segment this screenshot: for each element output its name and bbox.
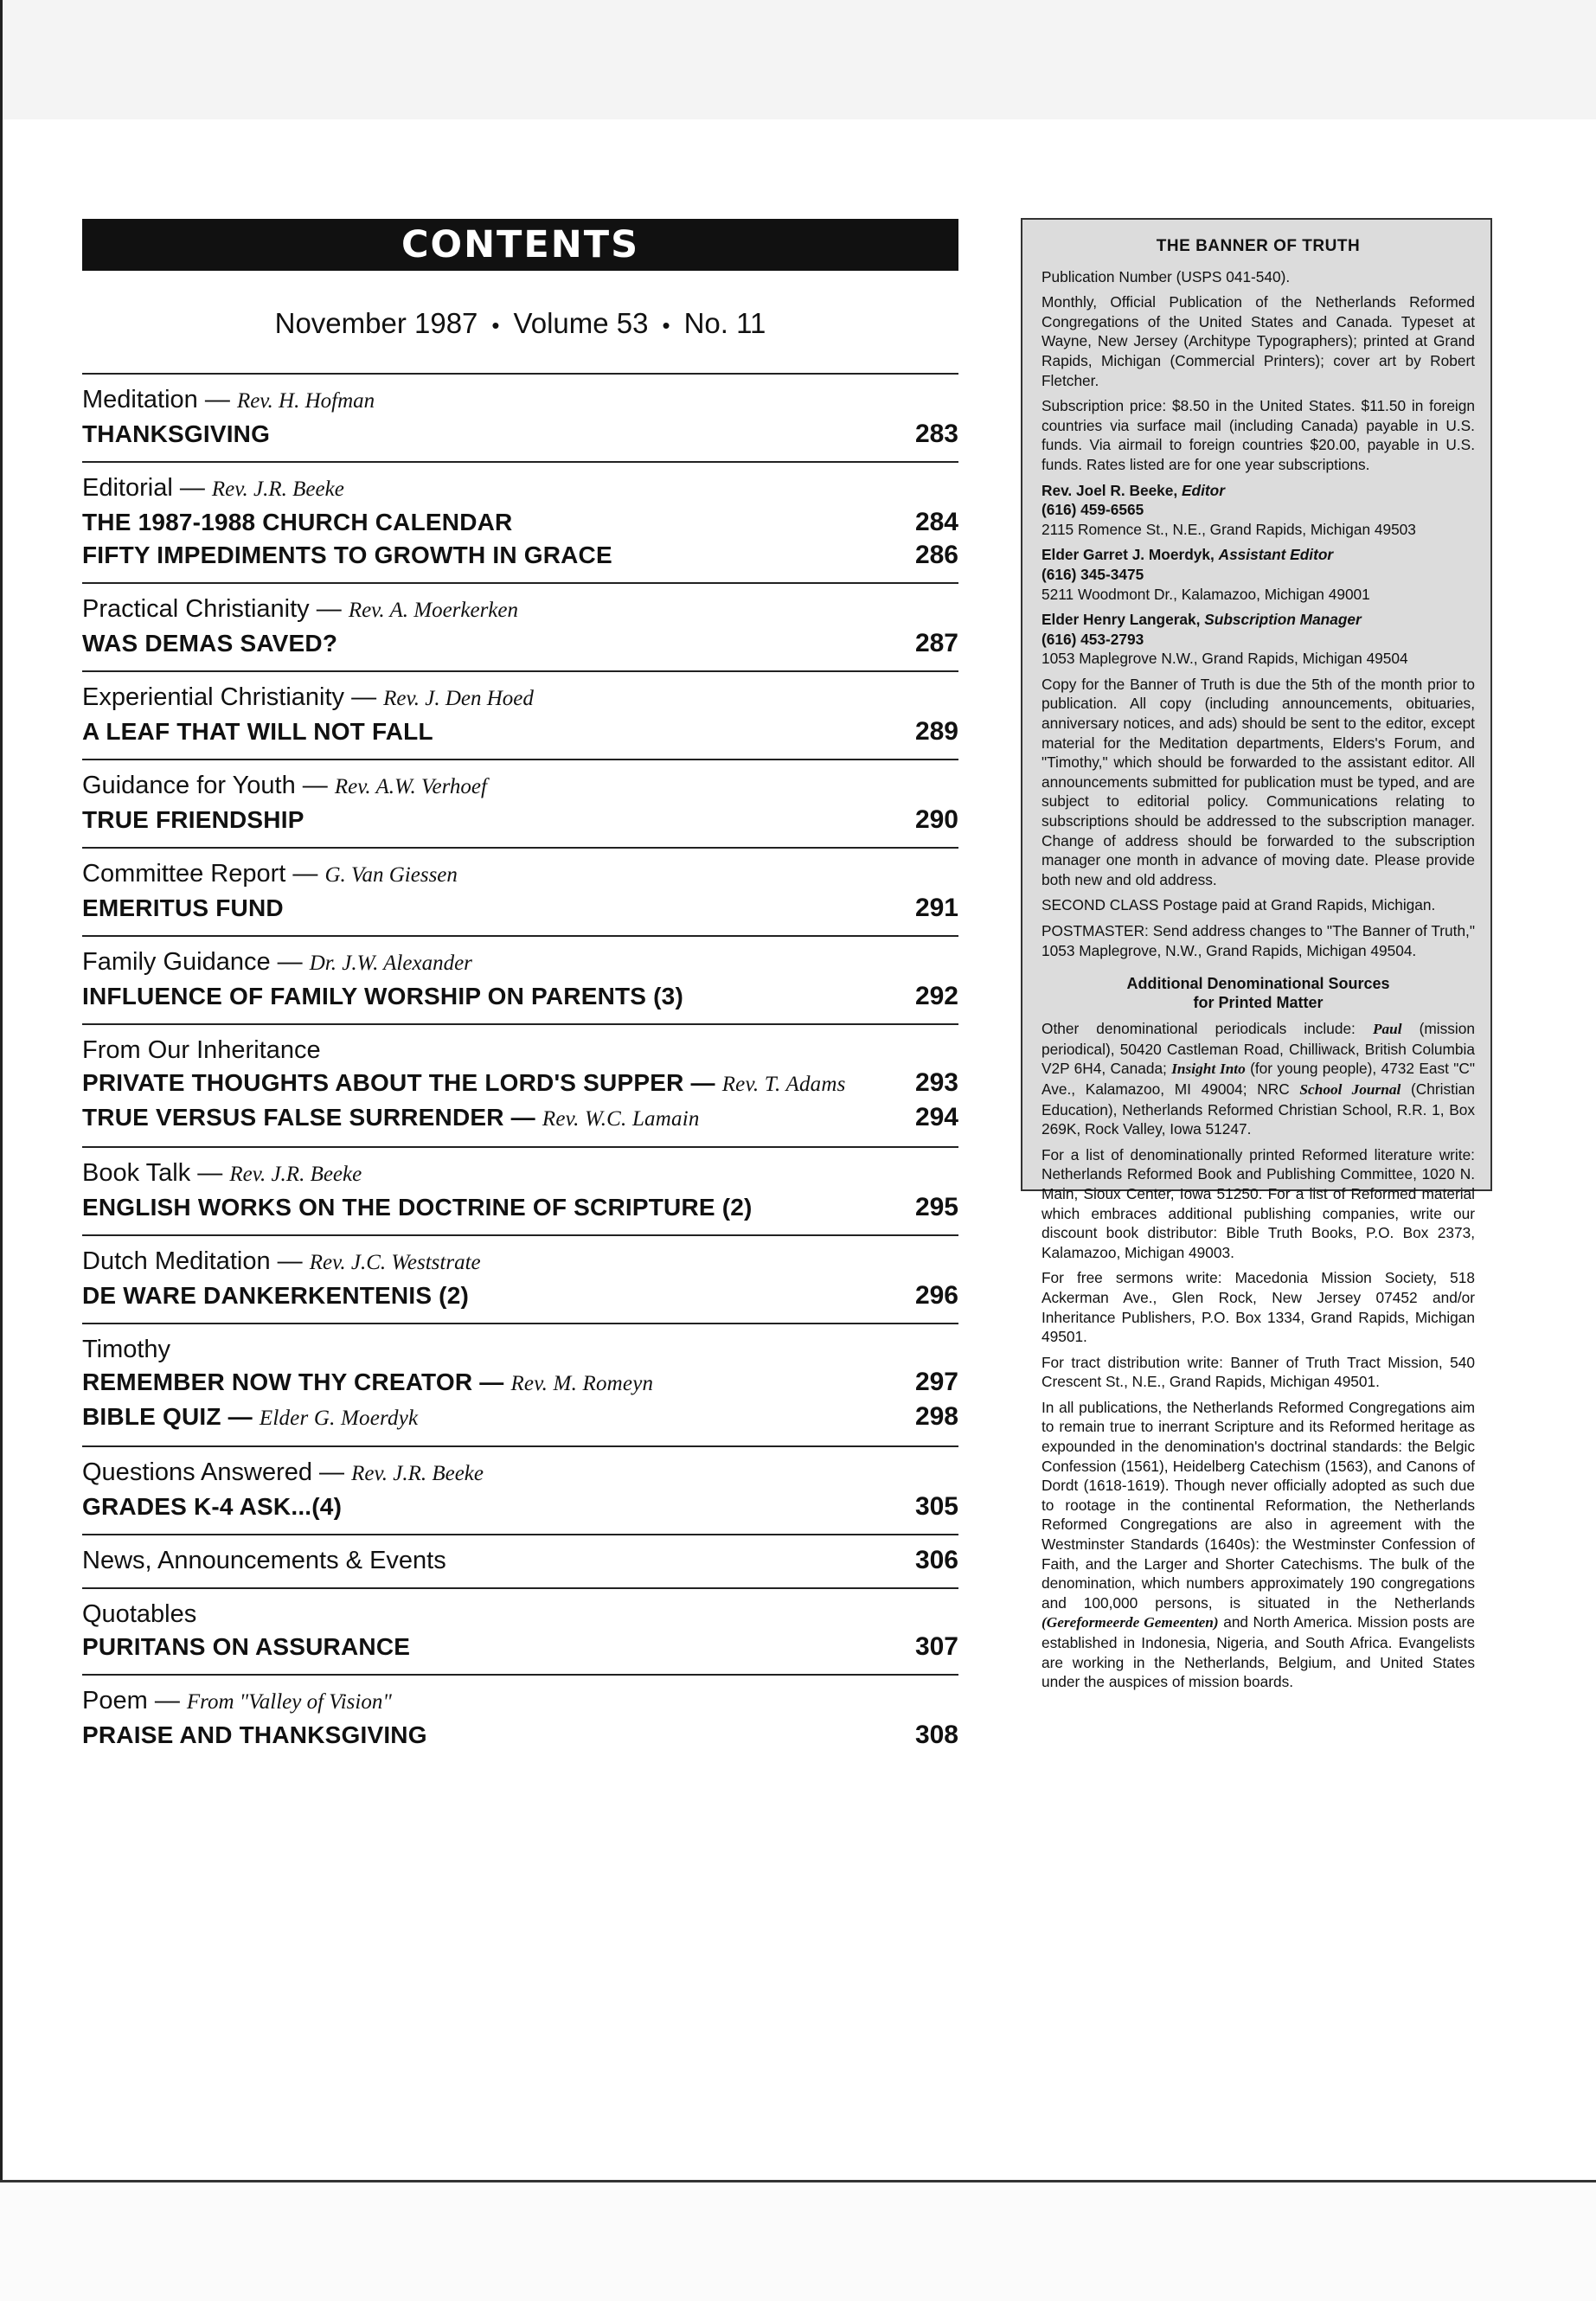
toc-entry [82,1366,958,1400]
entry-title-wrap [82,627,337,660]
contact-subscription-manager [1042,610,1475,669]
toc-entry [82,539,958,572]
periodical-title: School Journal [1299,1080,1401,1098]
page-number: 284 [914,508,958,536]
contact-role: Subscription Manager [1204,611,1362,629]
section-byline: Rev. J. Den Hoed [383,687,534,710]
toc-section [82,1023,958,1146]
entry-title: THANKSGIVING [82,420,271,447]
table-of-contents [82,219,958,1762]
page-number: 305 [914,1492,958,1521]
masthead-title: THE BANNER OF TRUTH [1156,237,1361,255]
page-number: 290 [914,805,958,834]
contact-role: Assistant Editor [1218,546,1334,564]
entry-title: REMEMBER NOW THY CREATOR [82,1368,473,1395]
page-number: 296 [914,1281,958,1310]
entry-title: WAS DEMAS SAVED? [82,630,338,657]
entry-title-wrap [82,506,512,539]
toc-section [82,1234,958,1323]
entry-title-wrap [82,715,433,748]
page-number: 291 [914,894,958,922]
contact-name: Elder Garret J. Moerdyk, [1042,546,1215,564]
contact-phone: (616) 345-3475 [1042,565,1144,583]
publication-description: Monthly, Official Publication of the Netherlands Reformed Congregations of the United States and Canada. Typeset at Wayne, New Jersey (Architype Typographers); printed at Grand Rapids, Michigan (Commercial Printers); cover art by Robert Fletcher. [1042,293,1475,389]
toc-entry [82,1719,958,1752]
section-byline: Rev. H. Hofman [236,389,375,413]
page-number: 295 [914,1193,958,1221]
entry-title: A LEAF THAT WILL NOT FALL [82,718,433,745]
toc-entry [82,804,958,836]
section-heading: Book Talk — Rev. J.R. Beeke [82,1159,362,1187]
contact-address: 5211 Woodmont Dr., Kalamazoo, Michigan 49001 [1042,585,1370,603]
toc-entry [82,418,958,451]
toc-section [82,373,958,461]
closing-text: In all publications, the Netherlands Reformed Congregations aim to remain true to inerrant Scripture and its Reformed heritage as expounded in the denomination's doctrinal standards: the Belgic Confession (1561), Heidelberg Catechism (1563), and Canons of Dordt (1618-1619). Though never officially adopted as such due to rootage in the continental Reformation, the Netherlands Reformed Congregations are also in agreement with the Westminster Standards (1640s): the Westminster Confession of Faith, and the Larger and Shorter Catechisms. The bulk of the denomination, which numbers approximately 190 congregations and 100,000 persons, is situated in the Netherlands [1042,1398,1475,1612]
page-number: 292 [914,982,958,1010]
entry-title: DE WARE DANKERKENTENIS (2) [82,1282,470,1309]
sources-heading [1042,974,1475,1012]
entry-title: PURITANS ON ASSURANCE [82,1633,411,1660]
section-byline: G. Van Giessen [324,863,458,887]
printed-literature-paragraph: For a list of denominationally printed Reformed literature write: Netherlands Reformed Book and Publishing Committee, 1020 N. Main, Sioux Center, Iowa 51250. For a list of Reformed material which embraces additional publishing companies, write our discount book distributor: Bible Truth Books, P.O. Box 2373, Kalamazoo, Michigan 49003. [1042,1145,1475,1261]
entry-title-wrap: TRUE VERSUS FALSE SURRENDER — Rev. W.C. Lamain [82,1104,700,1131]
section-heading: Questions Answered — Rev. J.R. Beeke [82,1458,484,1486]
entry-title-wrap [82,1191,753,1224]
toc-entry [82,1631,958,1663]
postage-notice: SECOND CLASS Postage paid at Grand Rapids, Michigan. [1042,896,1436,914]
entry-title-wrap: REMEMBER NOW THY CREATOR — Rev. M. Romeyn [82,1368,654,1395]
entry-title: PRAISE AND THANKSGIVING [82,1721,427,1748]
toc-section [82,1146,958,1234]
entry-title: FIFTY IMPEDIMENTS TO GROWTH IN GRACE [82,542,612,568]
entry-title-wrap [82,1279,469,1312]
entry-title-wrap [82,418,270,451]
scan-left-edge [0,0,3,2180]
postmaster-notice: POSTMASTER: Send address changes to "The Banner of Truth," 1053 Maplegrove, N.W., Grand Rapids, Michigan 49504. [1042,922,1475,959]
toc-entry [82,627,958,660]
periodicals-text: (Christian Education), Netherlands Reformed Christian School, R.R. 1, Box 269K, Rock Valley, Iowa 51247. [1042,1080,1475,1138]
page-number: 297 [914,1368,958,1396]
section-byline: Rev. J.R. Beeke [351,1462,484,1485]
section-heading: Editorial — Rev. J.R. Beeke [82,474,344,502]
toc-section [82,1674,958,1762]
contact-assistant-editor [1042,545,1475,604]
contact-name: Elder Henry Langerak, [1042,611,1201,629]
section-heading: Dutch Meditation — Rev. J.C. Weststrate [82,1247,481,1275]
page-number: 308 [914,1721,958,1749]
contact-address: 2115 Romence St., N.E., Grand Rapids, Michigan 49503 [1042,520,1416,538]
section-byline: Rev. A. Moerkerken [348,599,519,622]
periodical-title: Insight Into [1171,1061,1246,1078]
section-category: Editorial [82,474,173,502]
subscription-price: Subscription price: $8.50 in the United States. $11.50 in foreign countries via surface mail (including Canada) payable in U.S. funds. Via airmail to foreign countries $20.00, payable in U.S. funds. Rates listed are for one year subscriptions. [1042,397,1475,473]
issue-volume: Volume 53 [513,307,649,339]
entry-title-wrap: BIBLE QUIZ — Elder G. Moerdyk [82,1403,419,1430]
entry-title: GRADES K-4 ASK...(4) [82,1493,343,1520]
page-number: 286 [914,541,958,569]
toc-entry [82,715,958,748]
section-category: Experiential Christianity [82,683,345,711]
toc-entry [82,892,958,925]
periodicals-text: Other denominational periodicals include: [1042,1020,1356,1038]
page-number: 298 [914,1402,958,1431]
toc-entry [82,1279,958,1312]
toc-section [82,1445,958,1534]
entry-byline: Elder G. Moerdyk [259,1407,419,1430]
section-category: Practical Christianity [82,595,310,623]
section-category: Family Guidance [82,948,271,976]
section-byline: Rev. J.R. Beeke [229,1163,362,1186]
page-number: 287 [914,629,958,657]
page-number: 289 [914,717,958,746]
entry-title: TRUE VERSUS FALSE SURRENDER [82,1104,504,1131]
section-category: Quotables [82,1600,197,1628]
section-heading [82,1034,958,1067]
toc-entry [82,980,958,1013]
entry-title-wrap [82,892,284,925]
sources-heading-line-1: Additional Denominational Sources [1126,975,1390,993]
contact-phone: (616) 459-6565 [1042,501,1144,519]
issue-info [82,307,958,340]
toc-section [82,935,958,1023]
section-category: News, Announcements & Events [82,1547,446,1574]
contact-role: Editor [1182,481,1225,499]
section-category: Timothy [82,1336,171,1363]
entry-title: EMERITUS FUND [82,894,284,921]
entry-title: TRUE FRIENDSHIP [82,806,304,833]
section-byline: Rev. A.W. Verhoef [334,775,487,798]
contents-heading: CONTENTS [401,223,640,266]
section-heading: Meditation — Rev. H. Hofman [82,386,375,413]
section-category: From Our Inheritance [82,1036,321,1064]
toc-section [82,847,958,935]
closing-text: and North America. Mission posts are established in Indonesia, Nigeria, and South Africa. Evangelists are working in the Netherlands, Belgium, and United States under the auspices of mission boards. [1042,1613,1475,1691]
toc-entry [82,1544,958,1577]
tracts-paragraph: For tract distribution write: Banner of Truth Tract Mission, 540 Crescent St., N.E., Grand Rapids, Michigan 49501. [1042,1353,1475,1391]
toc-section [82,461,958,582]
entry-title: PRIVATE THOUGHTS ABOUT THE LORD'S SUPPER [82,1069,684,1096]
entry-title: THE 1987-1988 CHURCH CALENDAR [82,509,513,535]
scan-top-margin [0,0,1596,119]
section-byline: From "Valley of Vision" [186,1690,392,1714]
section-byline: Dr. J.W. Alexander [309,952,472,975]
section-heading: Practical Christianity — Rev. A. Moerkerken [82,595,519,623]
entry-title-wrap [82,980,683,1013]
page-number: 306 [914,1546,958,1574]
contact-address: 1053 Maplegrove N.W., Grand Rapids, Michigan 49504 [1042,650,1408,668]
bullet-separator: • [491,311,500,338]
dutch-name: (Gereformeerde Gemeenten) [1042,1614,1219,1631]
copy-notice: Copy for the Banner of Truth is due the 5th of the month prior to publication. All copy (including announcements, obituaries, anniversary notices, and ads) should be sent to the editor, except material for the Meditation departments, Elders's Forum, and "Timothy," which should be forwarded to the assistant editor. All announcements submitted for publication must be typed, and are subject to editorial policy. Communications relating to subscriptions should be addressed to the subscription manager. Change of address should be forwarded to the subscription manager one month in advance of moving date. Please provide both new and old address. [1042,675,1475,888]
issue-number: No. 11 [683,307,766,339]
toc-section [82,759,958,847]
scan-bottom-margin [0,2182,1596,2301]
toc-section [82,582,958,670]
section-category: Poem [82,1687,148,1715]
section-category: Meditation [82,386,198,413]
entry-byline: Rev. M. Romeyn [510,1372,654,1395]
periodicals-text: (for young people), 4732 East "C" Ave., Kalamazoo, MI 49004; NRC [1042,1060,1475,1098]
section-category: Committee Report [82,860,286,888]
section-heading: Experiential Christianity — Rev. J. Den Hoed [82,683,534,711]
entry-title: ENGLISH WORKS ON THE DOCTRINE OF SCRIPTURE (2) [82,1194,753,1221]
section-byline: Rev. J.C. Weststrate [309,1251,481,1274]
periodicals-text: (mission periodical), 50420 Castleman Road, Chilliwack, British Columbia V2P 6H4, Canada; [1042,1020,1475,1078]
section-heading [82,1544,446,1577]
toc-entry [82,1101,958,1136]
section-heading [82,1598,958,1631]
entry-title: INFLUENCE OF FAMILY WORSHIP ON PARENTS (3) [82,983,683,1009]
entry-title-wrap [82,1719,427,1752]
toc-entry [82,1191,958,1224]
periodicals-paragraph [1042,1019,1475,1139]
contact-editor [1042,481,1475,540]
entry-title-wrap [82,804,304,836]
entry-title-wrap [82,539,612,572]
page-number: 307 [914,1632,958,1661]
section-category: Dutch Meditation [82,1247,271,1275]
section-category: Questions Answered [82,1458,312,1486]
page-number: 293 [914,1068,958,1097]
entry-byline: Rev. W.C. Lamain [542,1107,700,1131]
page-number: 294 [914,1103,958,1131]
masthead-box [1021,218,1492,1691]
entry-title: BIBLE QUIZ [82,1403,221,1430]
page-number: 283 [914,420,958,448]
section-byline: Rev. J.R. Beeke [211,478,344,501]
entry-title-wrap: PRIVATE THOUGHTS ABOUT THE LORD'S SUPPER — Rev. T. Adams [82,1069,846,1096]
section-heading: Family Guidance — Dr. J.W. Alexander [82,948,472,976]
toc-entry [82,1490,958,1523]
toc-section [82,1323,958,1445]
publication-number: Publication Number (USPS 041-540). [1042,267,1291,285]
section-category: Guidance for Youth [82,772,296,799]
toc-section [82,670,958,759]
entry-byline: Rev. T. Adams [721,1073,846,1096]
periodical-title: Paul [1372,1021,1402,1038]
section-heading: Guidance for Youth — Rev. A.W. Verhoef [82,772,487,799]
toc-entry [82,1067,958,1101]
bullet-separator: • [662,311,670,338]
section-category: Book Talk [82,1159,191,1187]
sources-heading-line-2: for Printed Matter [1193,994,1324,1012]
section-heading: Poem — From "Valley of Vision" [82,1687,392,1715]
entry-title-wrap [82,1631,410,1663]
toc-entry [82,506,958,539]
toc-section [82,1587,958,1674]
contents-banner [82,219,958,271]
toc-list [82,373,958,1762]
closing-paragraph [1042,1398,1475,1692]
section-heading [82,1333,958,1366]
sermons-paragraph: For free sermons write: Macedonia Mission Society, 518 Ackerman Ave., Glen Rock, New Jersey 07452 and/or Inheritance Publishers, P.O. Box 1334, Grand Rapids, Michigan 49501. [1042,1269,1475,1346]
contact-phone: (616) 453-2793 [1042,630,1144,648]
contact-name: Rev. Joel R. Beeke, [1042,481,1178,499]
toc-entry [82,1400,958,1435]
section-heading: Committee Report — G. Van Giessen [82,860,458,888]
toc-section [82,1534,958,1587]
issue-month-year: November 1987 [274,307,478,339]
entry-title-wrap [82,1490,342,1523]
